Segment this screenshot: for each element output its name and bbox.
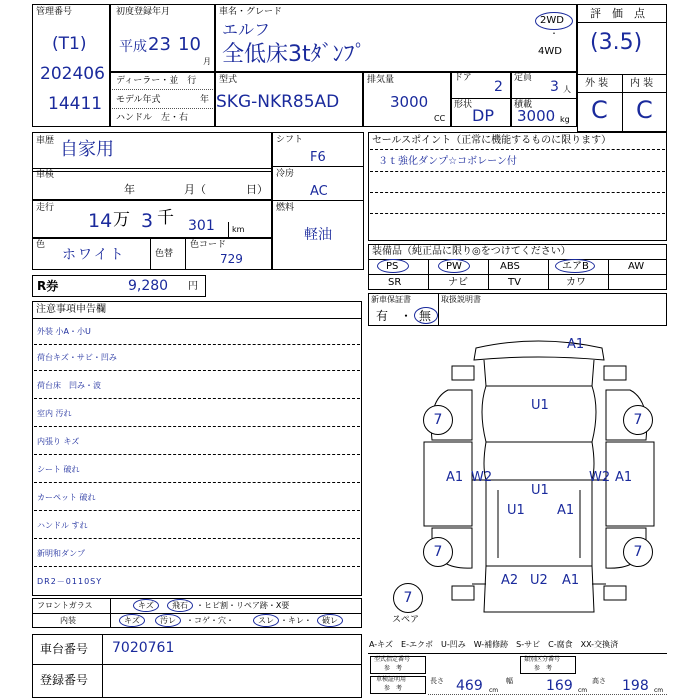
cab-windshield-shape xyxy=(484,442,594,480)
mark-rear-left: A2 xyxy=(501,573,519,588)
mark-left-door-a: A1 xyxy=(446,470,464,485)
insp-year: 年 xyxy=(124,183,135,196)
equip-abs: ABS xyxy=(500,261,520,272)
warranty-box xyxy=(368,293,667,326)
note-line-5: 内張り キズ xyxy=(37,437,80,446)
front-bumper-shape xyxy=(474,341,604,360)
shape-value: DP xyxy=(472,106,494,125)
drive-4wd: 4WD xyxy=(538,46,562,57)
mileage-unit: km xyxy=(232,225,245,234)
capacity-unit: 人 xyxy=(563,85,571,94)
door-value: 2 xyxy=(494,79,503,95)
color-value: ホワイト xyxy=(62,247,126,263)
width-unit: cm xyxy=(578,687,588,694)
int-label: 内 装 xyxy=(630,78,654,89)
displacement-value: 3000 xyxy=(390,93,429,111)
category-label: 類別区分番号 xyxy=(524,656,561,663)
int-tear-circle xyxy=(317,614,343,627)
mark-rear-right: A1 xyxy=(562,573,580,588)
color-change-label: 色替 xyxy=(155,249,174,259)
front-scratch-circle xyxy=(133,599,159,612)
front-item-scratch: キズ xyxy=(138,601,154,610)
reg-year: 23 xyxy=(148,34,171,55)
inspection-label: 車検 xyxy=(36,170,55,180)
height-unit: cm xyxy=(654,687,664,694)
note-line-9: 新明和ダンプ xyxy=(37,549,86,558)
score-label: 評 価 点 xyxy=(590,7,645,20)
equip-ps-circle xyxy=(377,259,409,273)
recycle-unit: 円 xyxy=(188,281,198,292)
front-chip-circle xyxy=(167,599,193,612)
wheel-rl-shape xyxy=(452,586,474,600)
equipment-label: 装備品（純正品に限り◎をつけてください） xyxy=(372,246,571,257)
int-grade: C xyxy=(636,96,653,124)
shift-label: シフト xyxy=(276,135,304,145)
score-value: (3.5) xyxy=(590,30,643,55)
equip-pw-circle xyxy=(438,259,470,273)
door-label: ドア xyxy=(454,73,472,83)
model-year-unit: 年 xyxy=(200,95,210,105)
note-line-1: 外装 小A・小U xyxy=(37,327,91,336)
mileage-sen-unit: 千 xyxy=(157,208,174,228)
cert-ref: 参 考 xyxy=(384,685,403,692)
displacement-unit: CC xyxy=(434,114,446,123)
note-line-6: シート 破れ xyxy=(37,465,80,474)
mark-right-front-fender: 7 xyxy=(623,405,653,435)
int-rub-circle xyxy=(253,614,279,627)
load-label: 積載 xyxy=(514,100,533,110)
car-name: エルフ xyxy=(222,20,271,39)
mark-left-rear-fender: 7 xyxy=(423,537,453,567)
equip-airbag: エアB xyxy=(562,261,589,272)
type-designation-ref: 参 考 xyxy=(384,665,403,672)
car-grade: 全低床3tﾀﾞﾝﾌﾟ xyxy=(222,42,366,67)
chassis-value: 7020761 xyxy=(112,640,175,656)
insp-month: 月（ xyxy=(184,183,206,196)
warranty-value: 有 ・ xyxy=(376,309,413,323)
int-item-dirt: 汚レ xyxy=(160,616,176,625)
note-line-4: 室内 汚れ xyxy=(37,409,72,418)
equip-tv: TV xyxy=(508,277,521,288)
dealer-label: ディーラー・並 行 xyxy=(116,76,197,86)
shape-label: 形状 xyxy=(454,100,473,110)
mark-cab-roof: U1 xyxy=(531,398,549,413)
int-dirt-circle xyxy=(155,614,181,627)
mark-bed-right: A1 xyxy=(557,503,575,518)
shift-value: F6 xyxy=(310,150,326,165)
length-unit: cm xyxy=(489,687,499,694)
mgmt-code: (T1) xyxy=(52,34,87,54)
mark-right-door-a: A1 xyxy=(615,470,633,485)
inspection-box xyxy=(32,168,272,200)
spare-mark: 7 xyxy=(393,583,423,613)
model-year-label: モデル年式 xyxy=(116,95,161,105)
front-face-shape xyxy=(484,360,594,386)
mark-right-rear-fender: 7 xyxy=(623,537,653,567)
mgmt-num1: 202406 xyxy=(40,64,105,84)
height-value: 198 xyxy=(622,678,649,694)
mark-bed-center: U1 xyxy=(531,483,549,498)
color-label: 色 xyxy=(36,240,46,250)
mileage-man: 14 xyxy=(88,210,113,232)
equip-sr: SR xyxy=(388,277,402,288)
warranty-circle xyxy=(414,307,438,324)
cab-roof-shape xyxy=(482,386,596,442)
capacity-label: 定員 xyxy=(514,73,533,83)
mgmt-num2: 14411 xyxy=(48,94,103,114)
drive-dot: ・ xyxy=(550,29,558,38)
int-item-mid: ・コゲ・穴・ xyxy=(186,616,234,625)
mark-rear-center: U2 xyxy=(530,573,548,588)
mgmt-label: 管理番号 xyxy=(36,7,73,17)
category-ref: 参 考 xyxy=(534,665,553,672)
mark-left-door-w: W2 xyxy=(471,470,493,485)
int-item-scratch: キズ xyxy=(124,616,140,625)
mileage-man-unit: 万 xyxy=(113,210,130,230)
mark-right-door-w: W2 xyxy=(589,470,611,485)
note-line-8: ハンドル すれ xyxy=(37,521,88,530)
car-label: 車名・グレード xyxy=(219,7,283,17)
reg-month-unit: 月 xyxy=(203,57,211,66)
notes-label: 注意事項申告欄 xyxy=(36,304,106,315)
equip-leather: カワ xyxy=(566,277,586,288)
reg-no-label: 登録番号 xyxy=(40,673,89,687)
fuel-value: 軽油 xyxy=(304,227,332,243)
use-label: 車歴 xyxy=(36,136,55,146)
wheel-fr-shape xyxy=(604,366,626,380)
length-label: 長さ xyxy=(430,677,444,685)
wheel-rr-shape xyxy=(604,586,626,600)
front-item-rest: ・ヒビ割・リペア跡・X要 xyxy=(196,601,290,610)
front-glass-label: フロントガラス xyxy=(37,601,93,610)
equip-airbag-circle xyxy=(555,259,595,273)
recycle-label: R券 xyxy=(37,279,59,293)
color-code-value: 729 xyxy=(220,252,243,266)
reg-label: 初度登録年月 xyxy=(116,7,171,17)
ext-grade: C xyxy=(591,96,608,124)
spare-label: スペア xyxy=(392,615,420,625)
equip-pw: PW xyxy=(446,261,462,272)
type-designation-label: 型式指定番号 xyxy=(374,656,411,663)
equip-navi: ナビ xyxy=(448,277,468,288)
int-item-tear: 破レ xyxy=(322,616,338,625)
height-label: 高さ xyxy=(592,677,606,685)
handle-label: ハンドル 左・右 xyxy=(116,113,189,123)
fuel-label: 燃料 xyxy=(276,203,295,213)
sales-line1: ３ｔ強化ダンプ☆コボレーン付 xyxy=(378,156,517,167)
interior-label: 内装 xyxy=(60,616,76,625)
recycle-value: 9,280 xyxy=(128,278,169,294)
drive-2wd: 2WD xyxy=(540,15,564,26)
mileage-sen: 3 xyxy=(141,210,154,232)
type-label: 型式 xyxy=(219,75,238,85)
chassis-label: 車台番号 xyxy=(40,642,89,656)
mark-bed-left: U1 xyxy=(507,503,525,518)
equip-ps: PS xyxy=(386,261,399,272)
equip-aw: AW xyxy=(628,261,645,272)
mileage-rest: 301 xyxy=(188,218,215,234)
warranty-label: 新車保証書 xyxy=(371,295,411,304)
capacity-value: 3 xyxy=(550,79,559,95)
color-code-label: 色コード xyxy=(190,240,227,250)
ac-value: AC xyxy=(310,184,328,199)
insp-day: 日） xyxy=(246,183,268,196)
load-unit: kg xyxy=(560,115,570,124)
use-value: 自家用 xyxy=(60,139,114,160)
front-item-chip: 飛石 xyxy=(172,601,188,610)
reg-era: 平成 xyxy=(119,39,147,55)
int-item-rub: スレ xyxy=(258,616,274,625)
int-item-cut: ・キレ・ xyxy=(280,616,312,625)
cert-label: 車検証明用 xyxy=(376,676,407,683)
note-line-7: カーペット 破れ xyxy=(37,493,96,502)
warranty-circled: 無 xyxy=(419,309,432,323)
ext-label: 外 装 xyxy=(585,78,609,89)
damage-legend: A-キズ E-エクボ U-凹み W-補修跡 S-サビ C-腐食 XX-交換済 xyxy=(369,640,619,649)
note-line-10: DR2－0110SY xyxy=(37,577,103,586)
mileage-label: 走行 xyxy=(36,203,55,213)
ac-label: 冷房 xyxy=(276,169,295,179)
load-value: 3000 xyxy=(517,107,556,125)
mark-front-bumper: A1 xyxy=(567,337,585,352)
reg-month: 10 xyxy=(178,34,201,55)
note-line-2: 荷台キズ・サビ・凹み xyxy=(37,353,117,362)
width-value: 169 xyxy=(546,678,573,694)
width-label: 幅 xyxy=(506,677,513,685)
length-value: 469 xyxy=(456,678,483,694)
note-line-3: 荷台床 凹み・波 xyxy=(37,381,101,390)
mark-left-front-fender: 7 xyxy=(423,405,453,435)
displacement-label: 排気量 xyxy=(367,75,395,85)
wheel-fl-shape xyxy=(452,366,474,380)
int-scratch-circle xyxy=(119,614,145,627)
manual-label: 取扱説明書 xyxy=(441,295,481,304)
sales-label: セールスポイント（正常に機能するものに限ります） xyxy=(372,135,612,146)
type-value: SKG-NKR85AD xyxy=(216,92,340,112)
